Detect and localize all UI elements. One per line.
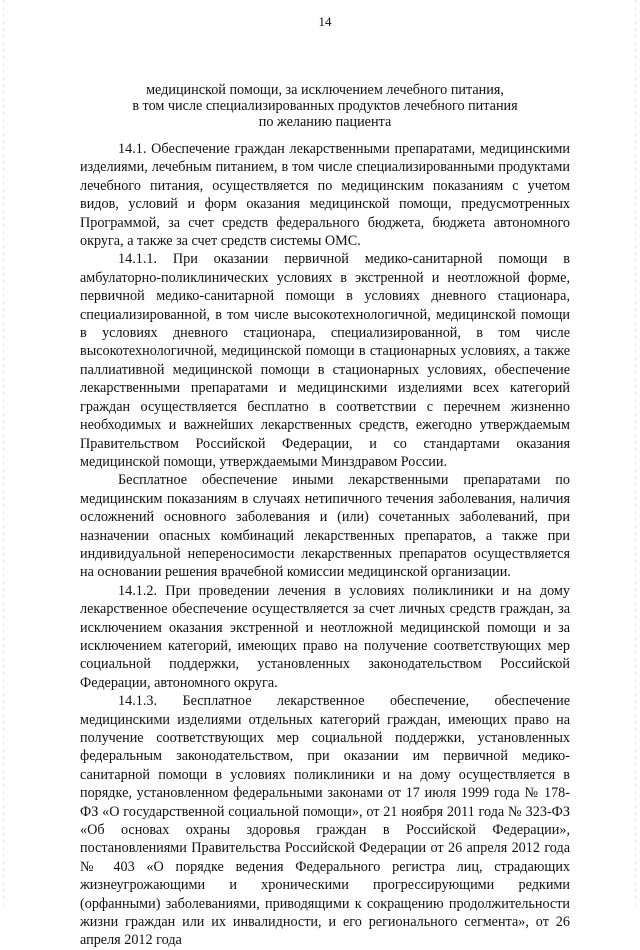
paragraph-free-provision: Бесплатное обеспечение иными лекарственными препаратами по медицинским показаниям в случаях нетипичного течения заболевания, наличия осложнений основного заболевания и (или) сочетанных заболеваний, при назначении опасных комбинаций лекарственных препаратов, а также при индивидуальной непереносимости лекарственных препаратов осуществляется на основании решения врачебной комиссии медицинской организации. (80, 472, 570, 581)
heading-line-2: в том числе специализированных продуктов лечебного питания (132, 98, 518, 114)
paragraph-14-1-3: 14.1.3. Бесплатное лекарственное обеспечение, обеспечение медицинскими изделиями отдельных категорий граждан, имеющих право на получение соответствующих мер социальной поддержки, установленных федеральным законодательством, при оказании им первичной медико-санитарной помощи в условиях поликлиники и на дому осуществляется в порядке, установленном федеральными законами от 17 июля 1999 года № 178-ФЗ «О государственной социальной помощи», от 21 ноября 2011 года № 323-ФЗ «Об основах охраны здоровья граждан в Российской Федерации», постановлениями Правительства Российской Федерации от 26 апреля 2012 года № 403 «О порядке ведения Федерального регистра лиц, страдающих жизнеугрожающими и хроническими прогрессирующими редкими (орфанными) заболеваниями, приводящими к сокращению продолжительности жизни граждан или их инвалидности, и его регионального сегмента», от 26 апреля 2012 года (80, 693, 570, 949)
heading-line-3: по желанию пациента (258, 114, 392, 130)
section-heading (80, 82, 570, 130)
paragraph-14-1-1: 14.1.1. При оказании первичной медико-санитарной помощи в амбулаторно-поликлинических условиях в экстренной и неотложной форме, первичной медико-санитарной помощи в условиях дневного стационара, специализированной, в том числе высокотехнологичной, медицинской помощи в условиях дневного стационара, специализированной, в том числе высокотехнологичной, медицинской помощи в стационарных условиях, а также паллиативной медицинской помощи в стационарных условиях, обеспечение лекарственными препаратами и медицинскими изделиями всех категорий граждан осуществляется бесплатно в соответствии с перечнем жизненно необходимых и важнейших лекарственных средств, ежегодно утверждаемым Правительством Российской Федерации, и со стандартами оказания медицинской помощи, утверждаемыми Минздравом России. (80, 251, 570, 470)
page-number: 14 (318, 14, 332, 29)
paragraph-14-1-2: 14.1.2. При проведении лечения в условиях поликлиники и на дому лекарственное обеспечение осуществляется за счет личных средств граждан, за исключением оказания экстренной и неотложной медицинской помощи и за исключением категорий, имеющих право на получение соответствующих мер социальной поддержки, установленных законодательством Российской Федерации, автономного округа. (80, 582, 570, 691)
paragraph-14-1: 14.1. Обеспечение граждан лекарственными препаратами, медицинскими изделиями, лечебным питанием, в том числе специализированными продуктами лечебного питания, осуществляется по медицинским показаниям с учетом видов, условий и форм оказания медицинской помощи, предусмотренных Программой, за счет средств федерального бюджета, бюджета автономного округа, а также за счет средств системы ОМС. (80, 141, 570, 250)
heading-line-1: медицинской помощи, за исключением лечебного питания, (146, 82, 504, 98)
